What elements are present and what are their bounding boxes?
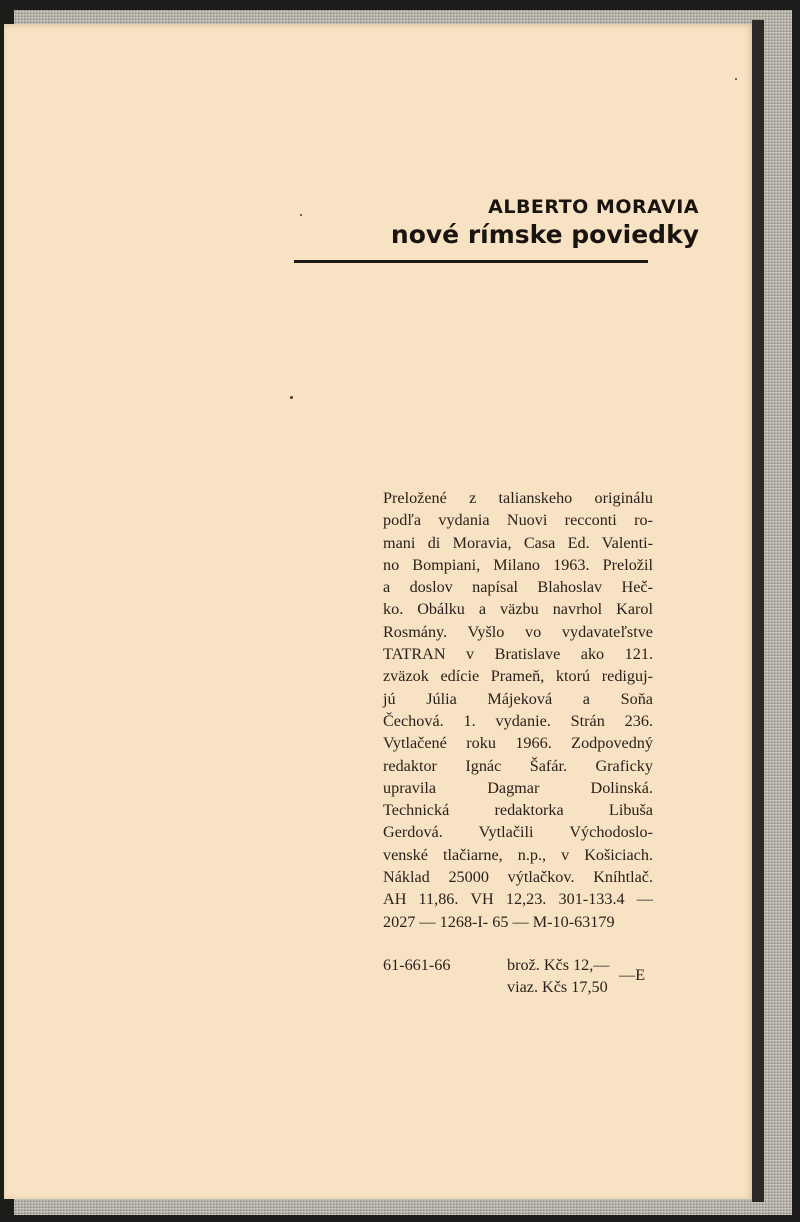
paper-speck <box>290 396 293 399</box>
price-paperback: brož. Kčs 12,— <box>507 956 610 974</box>
imprint-line: redaktor Ignác Šafár. Graficky <box>383 756 653 775</box>
imprint-line: Vytlačené roku 1966. Zodpovedný <box>383 734 653 753</box>
imprint-line: Rosmány. Vyšlo vo vydavateľstve <box>383 622 653 641</box>
book-title: nové rímske poviedky <box>390 220 699 249</box>
imprint-line: Preložené z talianskeho originálu <box>383 489 653 507</box>
paper-speck <box>735 78 737 80</box>
paper-speck <box>300 214 302 216</box>
cover-board-edge <box>752 20 764 1202</box>
imprint-line: Gerdová. Vytlačili Východoslo- <box>383 823 653 842</box>
imprint-line: Náklad 25000 výtlačkov. Kníhtlač. <box>383 868 653 887</box>
imprint-line: Technická redaktorka Libuša <box>383 801 653 820</box>
imprint-line: 2027 — 1268-I- 65 — M-10-63179 <box>383 912 615 931</box>
author-name: ALBERTO MORAVIA <box>488 196 699 218</box>
imprint-line: mani di Moravia, Casa Ed. Valenti- <box>383 533 653 552</box>
imprint-line: a doslov napísal Blahoslav Heč- <box>383 578 653 597</box>
imprint-line: podľa vydania Nuovi recconti ro- <box>383 511 653 530</box>
price-group-mark: —E <box>619 966 646 984</box>
title-underline-rule <box>294 260 648 263</box>
imprint-line: AH 11,86. VH 12,23. 301-133.4 — <box>383 890 653 909</box>
imprint-line: venské tlačiarne, n.p., v Košiciach. <box>383 845 653 864</box>
price-hardcover: viaz. Kčs 17,50 <box>507 978 608 996</box>
title-block <box>339 196 699 250</box>
imprint-line: jú Júlia Májeková a Soňa <box>383 689 653 708</box>
imprint-line: no Bompiani, Milano 1963. Preložil <box>383 555 653 574</box>
catalog-codes <box>383 934 663 1004</box>
imprint-line: upravila Dagmar Dolinská. <box>383 778 653 797</box>
imprint-line: zväzok edície Prameň, ktorú rediguj- <box>383 667 653 686</box>
imprint-colophon <box>383 487 653 933</box>
imprint-line: TATRAN v Bratislave ako 121. <box>383 645 653 664</box>
catalog-code: 61-661-66 <box>383 956 451 974</box>
imprint-line: ko. Obálku a väzbu navrhol Karol <box>383 600 653 619</box>
imprint-line: Čechová. 1. vydanie. Strán 236. <box>383 711 653 730</box>
